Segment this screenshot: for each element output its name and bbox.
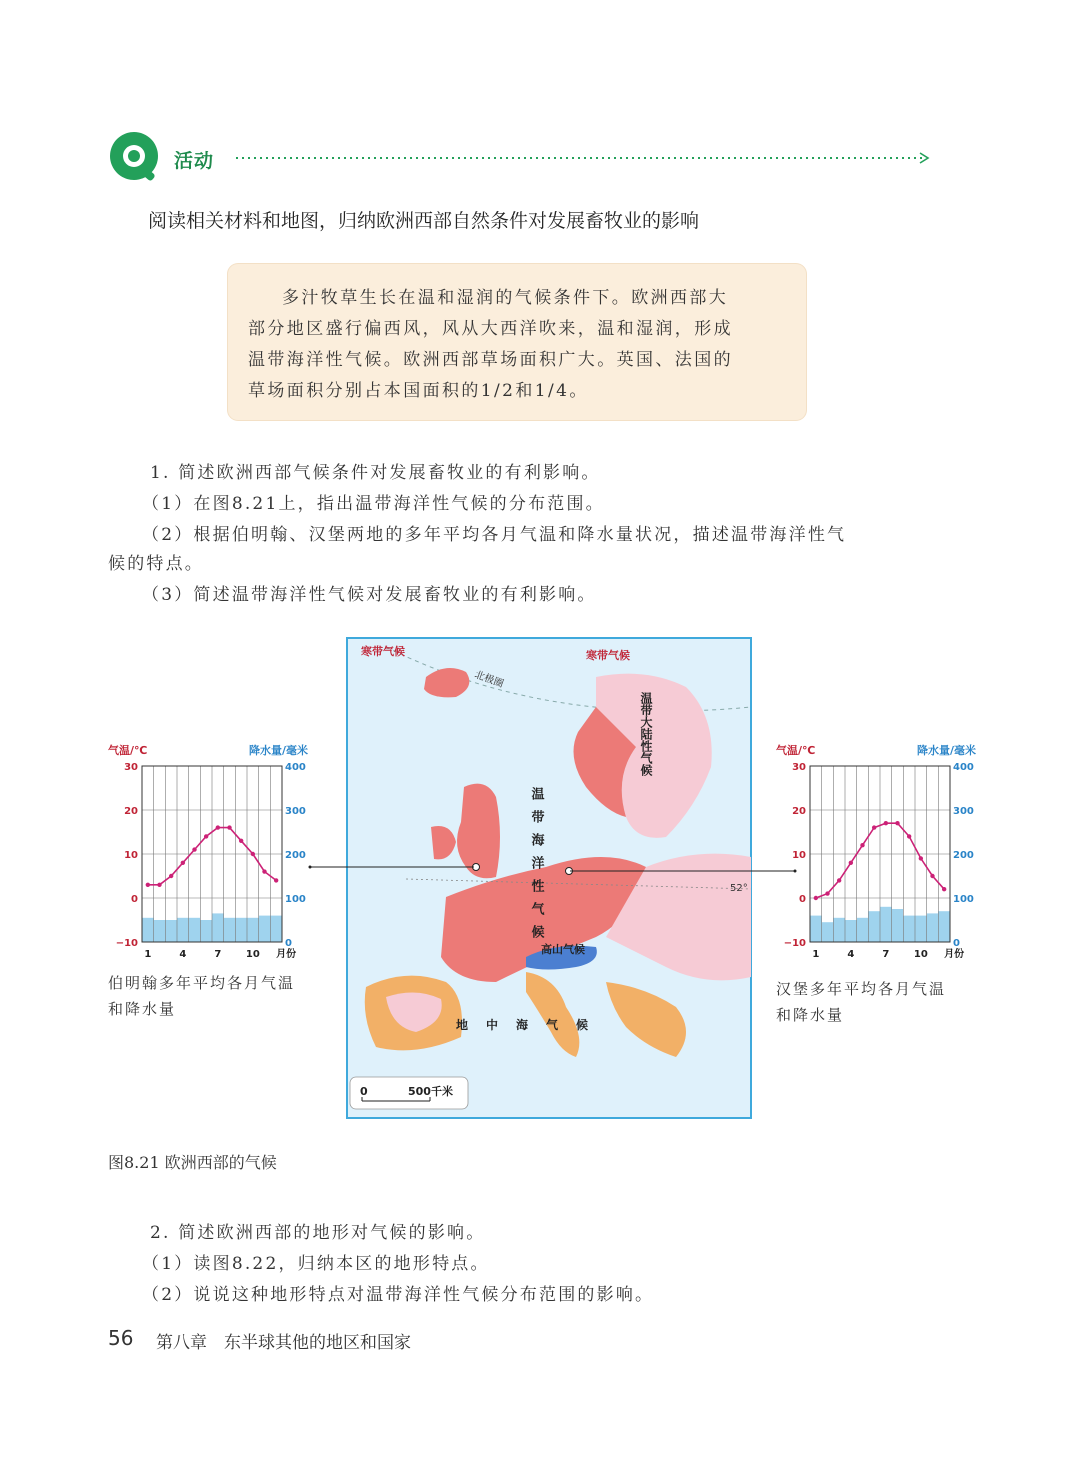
precip-tick-label: 0 (953, 938, 960, 949)
precip-bar (189, 918, 201, 942)
question-1-2-cont: 候的特点。 (108, 554, 204, 574)
month-tick-label: 10 (245, 949, 260, 960)
temperature-point (251, 852, 255, 856)
precip-bar (154, 920, 166, 942)
precip-bar (857, 918, 869, 942)
precip-bar (927, 913, 939, 942)
precip-tick-label: 100 (953, 894, 974, 905)
precip-bar (892, 909, 904, 942)
caption-line: 和降水量 (776, 1006, 845, 1024)
label-52-degree: 52° (730, 883, 748, 894)
month-tick-label: 月份 (944, 949, 965, 960)
precip-tick-label: 0 (285, 938, 292, 949)
temp-tick-label: 20 (124, 806, 138, 817)
precip-bar (938, 911, 950, 942)
precip-bar (259, 916, 271, 942)
precip-bar (845, 920, 857, 942)
precip-bar (165, 920, 177, 942)
temperature-point (919, 856, 923, 860)
precip-tick-label: 100 (285, 894, 306, 905)
question-1-3: （3）简述温带海洋性气候对发展畜牧业的有利影响。 (142, 585, 597, 605)
label-maritime: 温带海洋性气候 (528, 787, 544, 948)
month-tick-label: 10 (913, 949, 928, 960)
precip-bar (235, 918, 247, 942)
temperature-point (837, 878, 841, 882)
europe-climate-map (346, 637, 752, 1119)
temperature-point (146, 883, 150, 887)
precip-tick-label: 200 (285, 850, 306, 861)
activity-magnifier-icon (108, 130, 164, 186)
precip-bar (822, 922, 834, 942)
temperature-point (157, 883, 161, 887)
scale-distance: 500千米 (408, 1085, 453, 1098)
month-tick-label: 7 (882, 949, 890, 960)
precip-bar (868, 911, 880, 942)
question-2: 2. 简述欧洲西部的地形对气候的影响。 (150, 1223, 486, 1243)
precip-bar (810, 916, 822, 942)
scale-zero: 0 (360, 1085, 368, 1098)
precip-bar (224, 918, 236, 942)
temp-tick-label: 30 (792, 762, 806, 773)
precip-bar (833, 918, 845, 942)
precip-bar (247, 918, 259, 942)
activity-label: 活动 (174, 150, 215, 172)
question-1-1: （1）在图8.21上，指出温带海洋性气候的分布范围。 (142, 494, 605, 514)
caption-line: 汉堡多年平均各月气温 (776, 980, 947, 998)
temperature-point (216, 825, 220, 829)
temperature-point (239, 839, 243, 843)
temperature-point (895, 821, 899, 825)
label-arctic-circle: 北极圈 (472, 669, 505, 691)
material-text (248, 283, 790, 407)
temperature-point (872, 825, 876, 829)
label-continental: 温带大陆性气候 (639, 692, 653, 776)
month-tick-label: 月份 (276, 949, 297, 960)
question-1: 1. 简述欧洲西部气候条件对发展畜牧业的有利影响。 (150, 463, 601, 483)
temperature-point (860, 843, 864, 847)
month-tick-label: 4 (179, 949, 187, 960)
precip-tick-label: 400 (285, 762, 306, 773)
precip-bar (177, 918, 189, 942)
page-number: 56 (108, 1326, 134, 1350)
month-tick-label: 1 (812, 949, 820, 960)
temperature-point (907, 834, 911, 838)
precip-bar (270, 916, 282, 942)
hamburg-caption (776, 976, 946, 1028)
month-tick-label: 7 (214, 949, 222, 960)
temperature-point (227, 825, 231, 829)
precip-bar (903, 916, 915, 942)
temperature-point (930, 874, 934, 878)
precip-bar (212, 913, 224, 942)
activity-instruction: 阅读相关材料和地图，归纳欧洲西部自然条件对发展畜牧业的影响 (148, 210, 700, 232)
header-dotted-rule (236, 152, 932, 164)
hamburg-climate-chart (770, 742, 976, 966)
precip-bar (200, 920, 212, 942)
temperature-point (181, 861, 185, 865)
material-line: 部分地区盛行偏西风，风从大西洋吹来，温和湿润，形成 (248, 319, 733, 339)
temperature-point (884, 821, 888, 825)
temperature-point (169, 874, 173, 878)
precip-tick-label: 200 (953, 850, 974, 861)
left-axis-label: 气温/℃ (776, 744, 816, 757)
temp-tick-label: 20 (792, 806, 806, 817)
month-tick-label: 4 (847, 949, 855, 960)
temp-tick-label: −10 (115, 938, 138, 949)
precip-tick-label: 300 (285, 806, 306, 817)
temperature-point (262, 869, 266, 873)
material-line: 多汁牧草生长在温和湿润的气候条件下。欧洲西部大 (282, 288, 729, 308)
label-subarctic-left: 寒带气候 (361, 645, 405, 658)
label-alpine: 高山气候 (541, 943, 585, 956)
caption-line: 和降水量 (108, 1000, 177, 1018)
caption-line: 伯明翰多年平均各月气温 (108, 974, 296, 992)
precip-bar (915, 916, 927, 942)
temperature-point (942, 887, 946, 891)
label-subarctic-right: 寒带气候 (586, 649, 630, 662)
temperature-point (825, 891, 829, 895)
temperature-point (849, 861, 853, 865)
question-2-1: （1）读图8.22，归纳本区的地形特点。 (142, 1254, 490, 1274)
temp-tick-label: 30 (124, 762, 138, 773)
temp-tick-label: 0 (131, 894, 138, 905)
question-1-2: （2）根据伯明翰、汉堡两地的多年平均各月气温和降水量状况，描述温带海洋性气 (142, 525, 847, 545)
figure-caption: 图8.21 欧洲西部的气候 (108, 1153, 277, 1172)
birmingham-climate-chart (102, 742, 308, 966)
month-tick-label: 1 (144, 949, 152, 960)
left-axis-label: 气温/℃ (108, 744, 148, 757)
birmingham-caption (108, 970, 295, 1022)
precip-bar (142, 918, 154, 942)
precip-tick-label: 300 (953, 806, 974, 817)
temperature-point (204, 834, 208, 838)
precip-bar (880, 907, 892, 942)
temp-tick-label: 0 (799, 894, 806, 905)
right-axis-label: 降水量/毫米 (248, 744, 308, 757)
precip-tick-label: 400 (953, 762, 974, 773)
temperature-point (274, 878, 278, 882)
label-mediterranean: 地中海气候 (456, 1018, 607, 1032)
temp-tick-label: 10 (792, 850, 806, 861)
material-line: 温带海洋性气候。欧洲西部草场面积广大。英国、法国的 (248, 350, 733, 370)
temperature-point (814, 896, 818, 900)
temp-tick-label: −10 (783, 938, 806, 949)
temp-tick-label: 10 (124, 850, 138, 861)
material-line: 草场面积分别占本国面积的1/2和1/4。 (248, 381, 589, 401)
right-axis-label: 降水量/毫米 (916, 744, 976, 757)
temperature-point (192, 847, 196, 851)
question-2-2: （2）说说这种地形特点对温带海洋性气候分布范围的影响。 (142, 1285, 655, 1305)
chapter-title: 第八章 东半球其他的地区和国家 (156, 1333, 411, 1353)
